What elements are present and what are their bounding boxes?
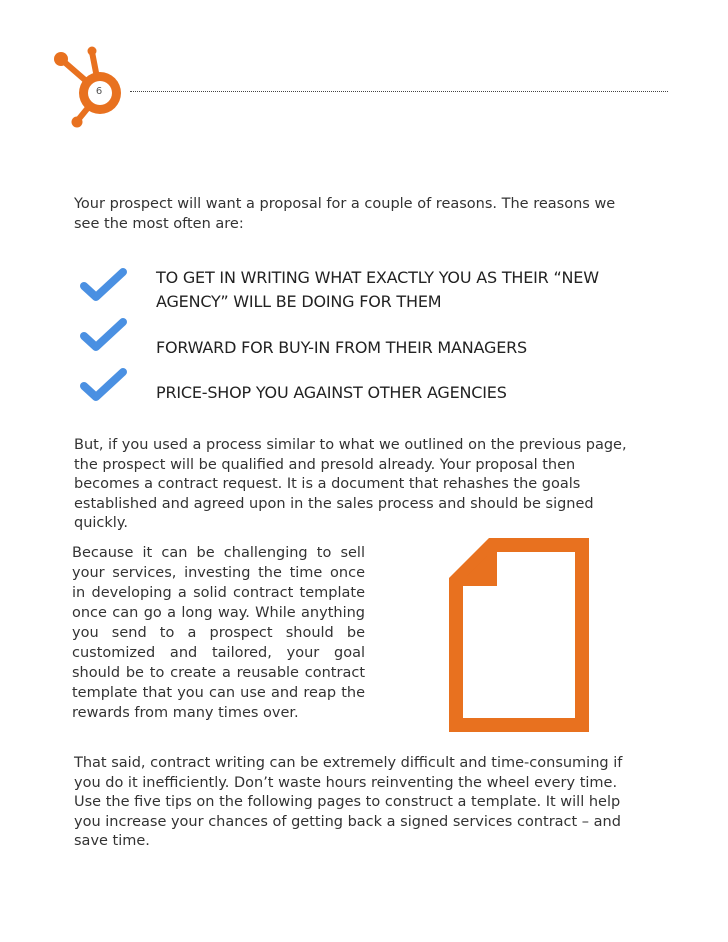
checkmark-icon xyxy=(78,266,128,304)
paragraph-template: Because it can be challenging to sell your services, investing the time once in developing a solid contract template once can go a long way. While anything you send to a prospect should be customized and tailored, your goal should be to create a reusable contract template that you can use and reap the rewards from many times over. xyxy=(72,545,365,721)
header-dotted-rule xyxy=(130,91,668,92)
page-number: 6 xyxy=(95,86,103,97)
paragraph-tips: That said, contract writing can be extremely difficult and time-consuming if you do it inefficiently. Don’t waste hours reinventing the wheel every time. Use the five tips on the following pages to construct a template. It will help you increase your chances of getting back a signed services contract – and save time. xyxy=(74,755,623,849)
document-icon xyxy=(449,538,589,732)
reason-item-3: PRICE-SHOP YOU AGAINST OTHER AGENCIES xyxy=(156,383,507,402)
reason-item-2: FORWARD FOR BUY-IN FROM THEIR MANAGERS xyxy=(156,338,527,357)
reason-item-1: TO GET IN WRITING WHAT EXACTLY YOU AS THEIR “NEW AGENCY” WILL BE DOING FOR THEM xyxy=(156,268,599,311)
intro-paragraph: Your prospect will want a proposal for a couple of reasons. The reasons we see the most often are: xyxy=(74,196,616,232)
checkmark-icon xyxy=(78,366,128,404)
checkmark-icon xyxy=(78,316,128,354)
paragraph-presold: But, if you used a process similar to what we outlined on the previous page, the prospect will be qualified and presold already. Your proposal then becomes a contract request. It is a document that rehashes the goals established and agreed upon in the sales process and should be signed quickly. xyxy=(74,437,627,531)
